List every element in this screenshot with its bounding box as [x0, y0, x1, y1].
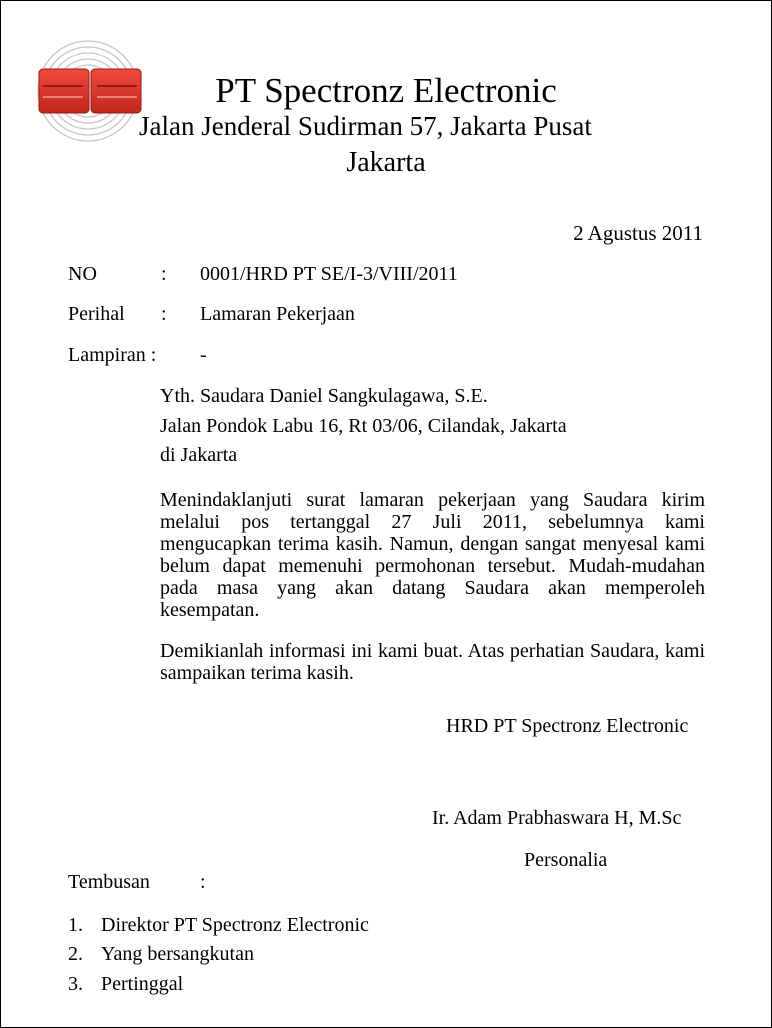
meta-label: Lampiran :	[68, 344, 157, 366]
body-paragraph-2: Demikianlah informasi ini kami buat. Atas perhatian Saudara, kami sampaikan terima kasih.	[160, 640, 705, 684]
company-address: Jalan Jenderal Sudirman 57, Jakarta Pusat	[139, 111, 592, 141]
body-paragraph-1: Menindaklanjuti surat lamaran pekerjaan yang Saudara kirim melalui pos tertanggal 27 Juli 2011, sebelumnya kami mengucapkan terima kasih. Namun, dengan sangat menyesal kami belum dapat memenuhi permohonan tersebut. Mudah-mudahan pada masa yang akan datang Saudara akan memperoleh kesempatan.	[160, 489, 705, 621]
cc-list-item	[68, 943, 254, 966]
cc-list-item	[68, 914, 369, 937]
signature-name: Ir. Adam Prabhaswara H, M.Sc	[432, 807, 682, 829]
company-city: Jakarta	[346, 147, 426, 178]
meta-label: NO	[68, 263, 97, 285]
cc-item-text: Direktor PT Spectronz Electronic	[101, 914, 369, 936]
recipient-name: Yth. Saudara Daniel Sangkulagawa, S.E.	[160, 385, 488, 407]
meta-label: Perihal	[68, 303, 125, 325]
meta-colon: :	[161, 303, 167, 325]
cc-item-text: Pertinggal	[101, 973, 184, 995]
cc-item-number: 2.	[68, 943, 83, 965]
recipient-city: di Jakarta	[160, 444, 238, 466]
company-name	[1, 71, 771, 111]
signature-department: HRD PT Spectronz Electronic	[446, 715, 689, 737]
cc-label: Tembusan	[68, 871, 150, 893]
meta-value: -	[200, 344, 207, 366]
company-name-text: PT Spectronz Electronic	[215, 71, 557, 110]
cc-item-number: 1.	[68, 914, 83, 936]
cc-list-item	[68, 973, 183, 996]
meta-value: 0001/HRD PT SE/I-3/VIII/2011	[200, 263, 458, 285]
letter-date: 2 Agustus 2011	[573, 221, 703, 245]
cc-colon: :	[200, 871, 206, 893]
meta-value: Lamaran Pekerjaan	[200, 303, 355, 325]
meta-colon: :	[161, 263, 167, 285]
signature-position: Personalia	[524, 849, 608, 871]
cc-item-number: 3.	[68, 973, 83, 995]
recipient-address: Jalan Pondok Labu 16, Rt 03/06, Cilandak, Jakarta	[160, 415, 567, 437]
cc-item-text: Yang bersangkutan	[101, 943, 254, 965]
